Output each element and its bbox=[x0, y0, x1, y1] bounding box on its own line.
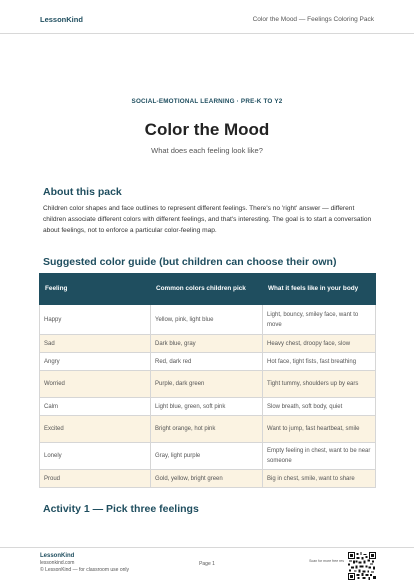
feeling-cell: Angry bbox=[40, 353, 151, 371]
colors-cell: Gray, light purple bbox=[151, 443, 263, 470]
table-row bbox=[40, 335, 376, 353]
table-row bbox=[40, 416, 376, 443]
feeling-cell: Worried bbox=[40, 371, 151, 398]
table-row bbox=[40, 470, 376, 488]
eyebrow-label: SOCIAL-EMOTIONAL LEARNING · PRE-K TO Y2 bbox=[131, 98, 283, 105]
column-header-feeling: Feeling bbox=[40, 274, 151, 305]
body-cell: Big in chest, smile, want to share bbox=[263, 470, 376, 488]
colors-cell: Light blue, green, soft pink bbox=[151, 398, 263, 416]
column-header-colors: Common colors children pick bbox=[151, 274, 263, 305]
table-row bbox=[40, 371, 376, 398]
body-cell: Slow breath, soft body, quiet bbox=[263, 398, 376, 416]
body-cell: Empty feeling in chest, want to be near someone bbox=[263, 443, 376, 470]
colors-cell: Bright orange, hot pink bbox=[151, 416, 263, 443]
page-subtitle: What does each feeling look like? bbox=[151, 146, 263, 155]
about-paragraph: Children color shapes and face outlines to represent different feelings. There's no 'right' answer — different children associate different colors with different feelings, and that's interesting. The goal is to start a conversation about feelings, not to enforce a particular color-feeling map. bbox=[43, 205, 372, 234]
body-cell: Heavy chest, droopy face, slow bbox=[263, 335, 376, 353]
feeling-cell: Calm bbox=[40, 398, 151, 416]
page-header bbox=[0, 0, 414, 34]
about-heading: About this pack bbox=[43, 186, 122, 198]
colors-cell: Dark blue, gray bbox=[151, 335, 263, 353]
column-header-body: What it feels like in your body bbox=[263, 274, 376, 305]
body-cell: Light, bouncy, smiley face, want to move bbox=[263, 305, 376, 335]
feeling-cell: Lonely bbox=[40, 443, 151, 470]
color-guide-heading: Suggested color guide (but children can choose their own) bbox=[43, 256, 337, 268]
feeling-cell: Proud bbox=[40, 470, 151, 488]
table-header-row bbox=[40, 274, 376, 305]
footer-page-number: Page 1 bbox=[199, 561, 215, 567]
page-footer bbox=[0, 547, 414, 585]
footer-website: lessonkind.com bbox=[40, 560, 75, 566]
colors-cell: Yellow, pink, light blue bbox=[151, 305, 263, 335]
page-title: Color the Mood bbox=[144, 120, 270, 139]
colors-cell: Red, dark red bbox=[151, 353, 263, 371]
body-cell: Want to jump, fast heartbeat, smile bbox=[263, 416, 376, 443]
qr-code-icon bbox=[348, 552, 376, 580]
body-cell: Tight tummy, shoulders up by ears bbox=[263, 371, 376, 398]
table-row bbox=[40, 443, 376, 470]
table-row bbox=[40, 353, 376, 371]
footer-copyright: © LessonKind — for classroom use only bbox=[40, 567, 130, 573]
colors-cell: Purple, dark green bbox=[151, 371, 263, 398]
header-brand: LessonKind bbox=[40, 15, 83, 24]
feeling-cell: Happy bbox=[40, 305, 151, 335]
header-pack-title: Color the Mood — Feelings Coloring Pack bbox=[252, 16, 374, 23]
color-guide-table bbox=[39, 273, 376, 488]
feeling-cell: Excited bbox=[40, 416, 151, 443]
footer-scan-text: Scan for more free res bbox=[309, 559, 344, 563]
table-row bbox=[40, 305, 376, 335]
activity-heading: Activity 1 — Pick three feelings bbox=[43, 503, 199, 515]
footer-brand: LessonKind bbox=[40, 553, 75, 559]
table-row bbox=[40, 398, 376, 416]
body-cell: Hot face, tight fists, fast breathing bbox=[263, 353, 376, 371]
colors-cell: Gold, yellow, bright green bbox=[151, 470, 263, 488]
feeling-cell: Sad bbox=[40, 335, 151, 353]
